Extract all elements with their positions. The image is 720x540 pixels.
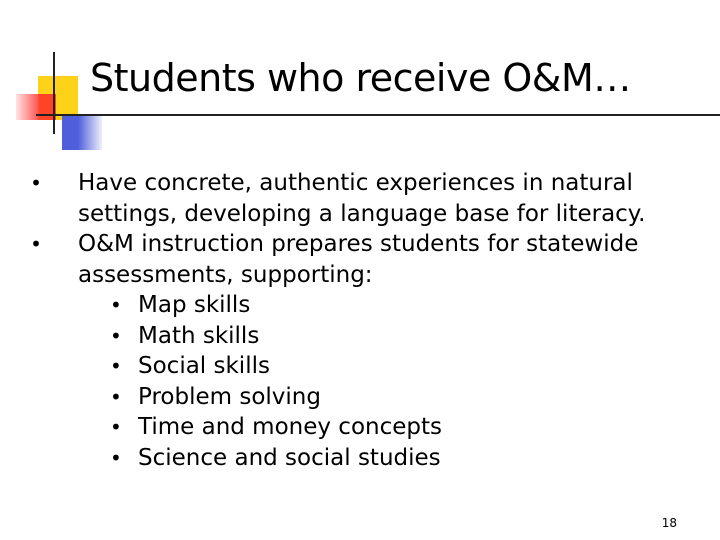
decorative-vertical-line	[53, 52, 55, 134]
bullet-text: O&M instruction prepares students for statewide assessments, supporting:	[78, 231, 639, 288]
bullet-list	[26, 168, 666, 473]
sub-bullet-icon: •	[110, 354, 122, 378]
sub-bullet-item	[108, 290, 666, 321]
sub-bullet-item	[108, 443, 666, 474]
sub-bullet-list	[78, 290, 666, 473]
bullet-icon: •	[30, 232, 42, 256]
bullet-item-assessments	[26, 229, 666, 473]
sub-bullet-icon: •	[110, 384, 122, 409]
page-number: 18	[661, 516, 677, 530]
sub-bullet-text: Map skills	[138, 292, 251, 318]
bullet-text: Have concrete, authentic experiences in natural settings, developing a language base for literacy.	[78, 170, 646, 227]
sub-bullet-text: Math skills	[138, 322, 260, 349]
bullet-icon: •	[30, 171, 42, 195]
slide-title: Students who receive O&M…	[90, 56, 631, 100]
sub-bullet-text: Science and social studies	[138, 444, 441, 471]
decorative-fade-right	[78, 116, 102, 150]
sub-bullet-text: Time and money concepts	[138, 414, 442, 440]
title-underline	[36, 114, 720, 116]
decorative-fade-left	[16, 94, 40, 120]
bullet-item-literacy	[26, 168, 666, 229]
sub-bullet-item	[108, 351, 666, 382]
sub-bullet-item	[108, 412, 666, 443]
slide-body	[26, 168, 666, 473]
sub-bullet-icon: •	[110, 415, 122, 439]
sub-bullet-item	[108, 321, 666, 352]
sub-bullet-text: Problem solving	[138, 383, 321, 410]
sub-bullet-item	[108, 382, 666, 413]
sub-bullet-icon: •	[110, 323, 122, 348]
sub-bullet-text: Social skills	[138, 353, 270, 379]
sub-bullet-icon: •	[110, 445, 122, 470]
sub-bullet-icon: •	[110, 293, 122, 317]
